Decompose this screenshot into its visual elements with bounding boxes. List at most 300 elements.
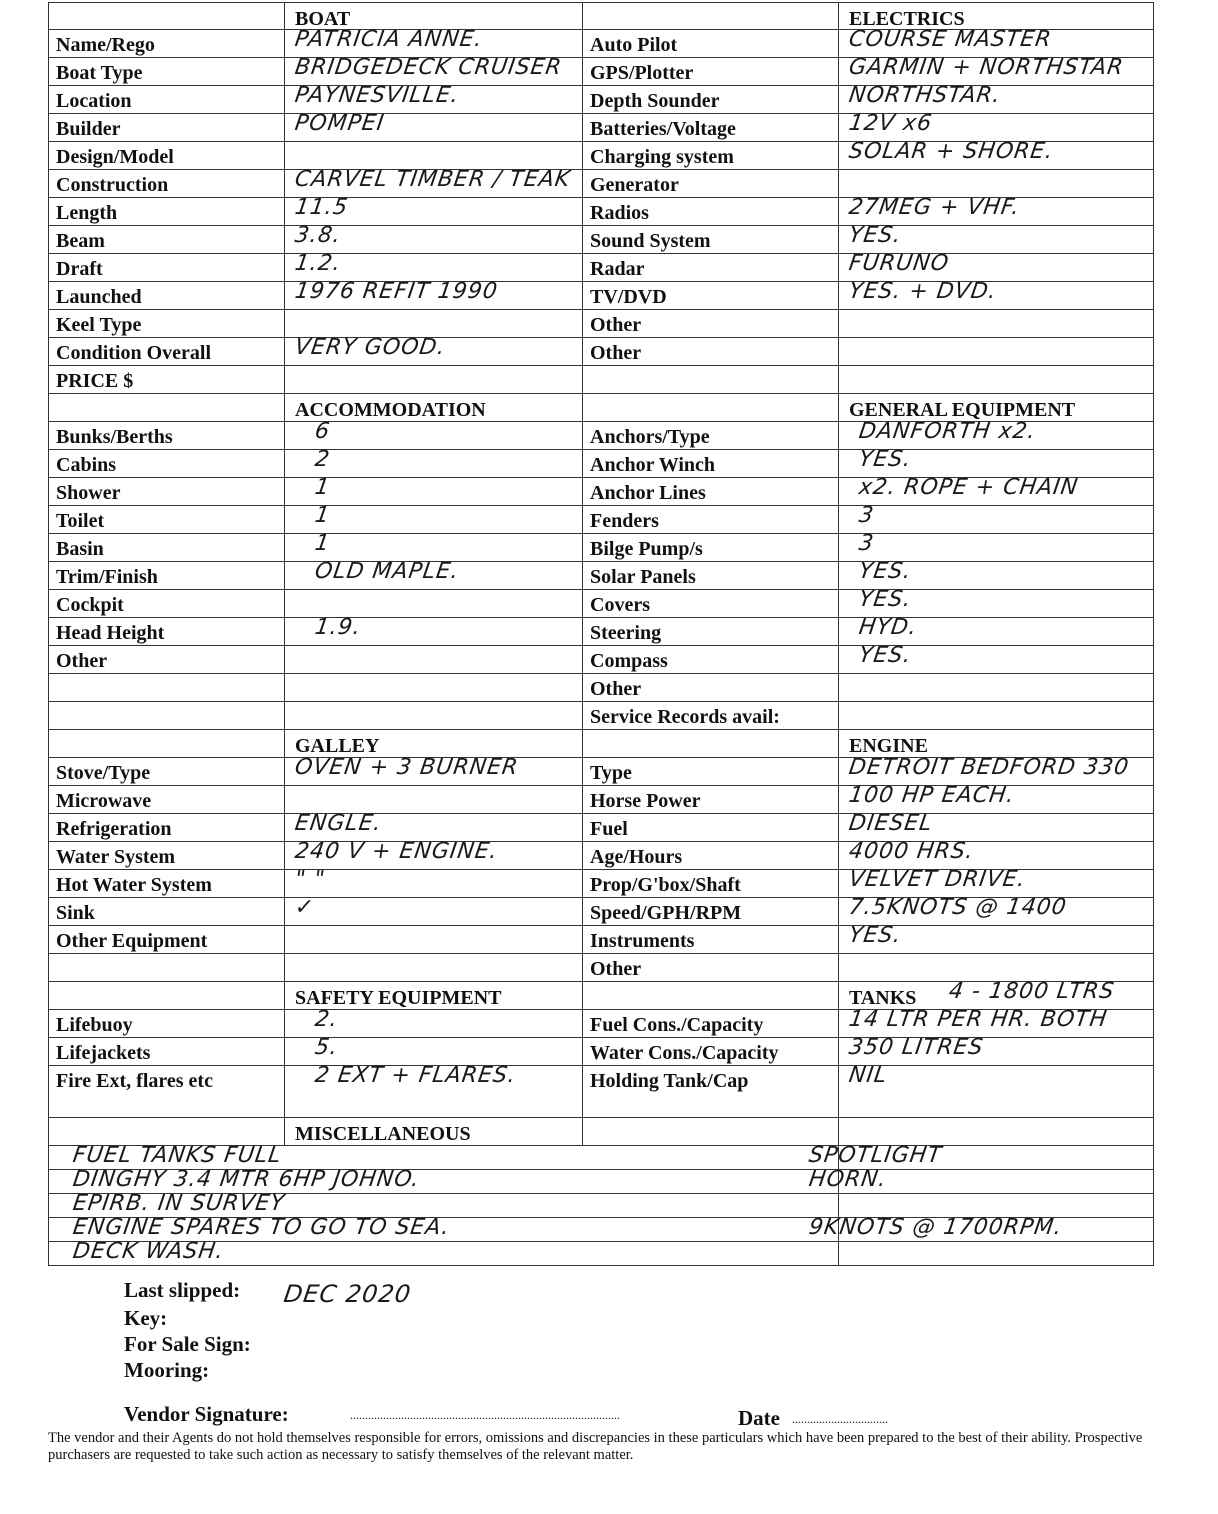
field-label: Keel Type — [56, 314, 142, 336]
field-label: Builder — [56, 118, 121, 140]
field-label: Age/Hours — [590, 846, 683, 868]
form-row — [48, 702, 1154, 730]
field-label: PRICE $ — [56, 370, 134, 392]
field-label: Other — [590, 342, 642, 364]
field-value: CARVEL TIMBER / TEAK — [293, 167, 573, 192]
field-label: Stove/Type — [56, 762, 151, 784]
form-cell — [284, 111, 582, 141]
form-cell — [284, 615, 582, 645]
form-cell — [582, 646, 838, 673]
form-cell — [838, 531, 1154, 561]
form-cell — [48, 702, 284, 729]
form-cell — [284, 730, 582, 757]
field-value: 14 LTR PER HR. BOTH — [847, 1007, 1109, 1032]
form-cell — [582, 478, 838, 505]
field-value: PATRICIA ANNE. — [293, 27, 485, 52]
form-cell — [582, 30, 838, 57]
field-label: Construction — [56, 174, 169, 196]
field-label: Compass — [590, 650, 668, 672]
field-label: Cockpit — [56, 594, 124, 616]
form-row — [48, 615, 1154, 646]
field-value: FURUNO — [847, 251, 951, 276]
form-cell — [838, 839, 1154, 869]
field-label: Batteries/Voltage — [590, 118, 736, 140]
misc-left — [48, 1239, 838, 1265]
form-cell — [582, 534, 838, 561]
misc-row — [48, 1239, 1154, 1266]
form-cell — [48, 86, 284, 113]
form-row — [48, 475, 1154, 506]
field-label: Service Records avail: — [590, 706, 780, 728]
form-cell — [582, 926, 838, 953]
form-cell — [284, 531, 582, 561]
field-label: Horse Power — [590, 790, 701, 812]
field-label: Hot Water System — [56, 874, 212, 896]
form-cell — [838, 279, 1154, 309]
field-label: Depth Sounder — [590, 90, 720, 112]
form-cell — [284, 895, 582, 925]
form-cell — [838, 783, 1154, 813]
form-cell — [838, 674, 1154, 701]
vendor-signature-label: Vendor Signature: — [124, 1402, 289, 1426]
field-value: " " — [293, 867, 328, 892]
form-cell — [582, 870, 838, 897]
form-cell — [48, 842, 284, 869]
form-cell — [582, 674, 838, 701]
misc-right — [838, 1242, 1154, 1265]
section-header: ACCOMMODATION — [295, 399, 486, 421]
field-value: x2. ROPE + CHAIN — [857, 475, 1080, 500]
field-label: Fenders — [590, 510, 659, 532]
form-cell — [48, 562, 284, 589]
form-cell — [48, 534, 284, 561]
form-cell — [48, 394, 284, 421]
misc-note: DECK WASH. — [71, 1239, 226, 1264]
form-cell — [284, 590, 582, 617]
form-cell — [582, 142, 838, 169]
form-row — [48, 643, 1154, 674]
field-value: 350 LITRES — [847, 1035, 986, 1060]
field-value: 2 — [313, 447, 332, 472]
field-value: ENGLE. — [293, 811, 384, 836]
field-label: Steering — [590, 622, 662, 644]
form-row — [48, 587, 1154, 618]
form-cell — [48, 646, 284, 673]
form-cell — [48, 58, 284, 85]
field-label: Holding Tank/Cap — [590, 1070, 749, 1092]
field-label: Type — [590, 762, 632, 784]
field-value: SOLAR + SHORE. — [847, 139, 1056, 164]
form-cell — [838, 730, 1154, 757]
date-label: Date — [738, 1406, 780, 1430]
form-cell — [284, 394, 582, 421]
form-cell — [284, 559, 582, 589]
field-value: 3 — [857, 503, 876, 528]
form-cell — [582, 310, 838, 337]
field-label: Generator — [590, 174, 679, 196]
field-label: Solar Panels — [590, 566, 696, 588]
form-cell — [582, 366, 838, 393]
form-cell — [48, 1066, 284, 1117]
form-cell — [582, 898, 838, 925]
form-cell — [582, 58, 838, 85]
field-label: Bunks/Berths — [56, 426, 173, 448]
form-cell — [48, 870, 284, 897]
form-cell — [284, 1063, 582, 1117]
form-cell — [582, 842, 838, 869]
field-value: 1 — [313, 531, 332, 556]
form-cell — [284, 83, 582, 113]
form-cell — [582, 1010, 838, 1037]
form-cell — [838, 419, 1154, 449]
form-cell — [284, 867, 582, 897]
field-value: 2 EXT + FLARES. — [313, 1063, 518, 1088]
section-header: ELECTRICS — [849, 8, 965, 30]
form-cell — [582, 590, 838, 617]
form-cell — [582, 450, 838, 477]
form-cell — [582, 198, 838, 225]
section-header: ENGINE — [849, 735, 928, 757]
form-cell — [838, 139, 1154, 169]
form-row — [48, 419, 1154, 450]
form-row — [48, 335, 1154, 366]
form-row — [48, 223, 1154, 254]
field-label: Condition Overall — [56, 342, 212, 364]
field-label: Cabins — [56, 454, 117, 476]
field-value: 27MEG + VHF. — [847, 195, 1022, 220]
form-cell — [582, 226, 838, 253]
field-label: Radar — [590, 258, 645, 280]
field-value: OLD MAPLE. — [313, 559, 461, 584]
field-label: Design/Model — [56, 146, 174, 168]
form-cell — [284, 475, 582, 505]
form-cell — [582, 394, 838, 421]
form-cell — [838, 559, 1154, 589]
field-label: Head Height — [56, 622, 165, 644]
form-cell — [284, 982, 582, 1009]
form-cell — [48, 1010, 284, 1037]
form-cell — [48, 282, 284, 309]
field-value: YES. — [857, 643, 914, 668]
form-cell — [48, 590, 284, 617]
form-cell — [284, 1118, 582, 1145]
form-row — [48, 895, 1154, 926]
form-cell — [582, 562, 838, 589]
field-value: 1.9. — [313, 615, 363, 640]
form-cell — [284, 503, 582, 533]
field-label: Instruments — [590, 930, 695, 952]
form-cell — [48, 506, 284, 533]
form-cell — [48, 338, 284, 365]
field-value: 1 — [313, 475, 332, 500]
field-label: Basin — [56, 538, 104, 560]
field-label: Other — [590, 314, 642, 336]
field-value: YES. — [847, 923, 904, 948]
form-row — [48, 310, 1154, 338]
misc-note: ENGINE SPARES TO GO TO SEA. — [71, 1215, 452, 1240]
field-label: Bilge Pump/s — [590, 538, 703, 560]
form-cell — [838, 811, 1154, 841]
field-label: TV/DVD — [590, 286, 667, 308]
field-value: POMPEI — [293, 111, 387, 136]
form-cell — [838, 310, 1154, 337]
form-cell — [284, 1007, 582, 1037]
form-cell — [284, 310, 582, 337]
form-cell — [582, 506, 838, 533]
field-label: Water Cons./Capacity — [590, 1042, 779, 1064]
boat-listing-form — [48, 2, 1154, 1266]
field-value: 3.8. — [293, 223, 343, 248]
field-value: 7.5KNOTS @ 1400 — [847, 895, 1069, 920]
field-label: Draft — [56, 258, 103, 280]
form-row — [48, 783, 1154, 814]
field-label: Other — [590, 958, 642, 980]
field-value: HYD. — [857, 615, 919, 640]
form-cell — [48, 730, 284, 757]
form-cell — [582, 86, 838, 113]
form-cell — [582, 702, 838, 729]
field-label: Lifejackets — [56, 1042, 151, 1064]
form-cell — [48, 310, 284, 337]
field-value: OVEN + 3 BURNER — [293, 755, 521, 780]
field-value: DETROIT BEDFORD 330 — [847, 755, 1131, 780]
field-label: Shower — [56, 482, 121, 504]
form-cell — [48, 814, 284, 841]
field-label: Boat Type — [56, 62, 143, 84]
date-line: ................................ — [792, 1412, 888, 1426]
form-row — [48, 1035, 1154, 1066]
form-cell — [838, 394, 1154, 421]
misc-note: HORN. — [807, 1167, 889, 1192]
form-cell — [582, 338, 838, 365]
form-cell — [582, 786, 838, 813]
form-cell — [284, 27, 582, 57]
field-value: DIESEL — [847, 811, 935, 836]
form-cell — [48, 30, 284, 57]
field-label: Water System — [56, 846, 176, 868]
form-cell — [582, 254, 838, 281]
form-row — [48, 923, 1154, 954]
form-cell — [48, 982, 284, 1009]
form-row — [48, 139, 1154, 170]
key-label: Key: — [124, 1306, 168, 1330]
field-label: Prop/G'box/Shaft — [590, 874, 741, 896]
form-row — [48, 674, 1154, 702]
form-cell — [838, 895, 1154, 925]
form-cell — [48, 954, 284, 981]
field-value: 1976 REFIT 1990 — [293, 279, 500, 304]
field-value: 11.5 — [293, 195, 350, 220]
field-label: Auto Pilot — [590, 34, 678, 56]
field-label: Lifebuoy — [56, 1014, 133, 1036]
field-label: Refrigeration — [56, 818, 172, 840]
field-value: BRIDGEDECK CRUISER — [293, 55, 564, 80]
form-row — [48, 83, 1154, 114]
form-cell — [48, 254, 284, 281]
form-cell — [284, 142, 582, 169]
form-cell — [838, 979, 1154, 1009]
form-cell — [838, 1035, 1154, 1065]
form-cell — [838, 1007, 1154, 1037]
field-value: 3 — [857, 531, 876, 556]
form-cell — [838, 447, 1154, 477]
signature-line: .......................................................................................... — [350, 1408, 620, 1422]
field-label: Sink — [56, 902, 95, 924]
section-header: MISCELLANEOUS — [295, 1123, 471, 1145]
field-value: 1.2. — [293, 251, 343, 276]
form-cell — [284, 223, 582, 253]
form-cell — [48, 1118, 284, 1145]
field-value: VELVET DRIVE. — [847, 867, 1028, 892]
form-cell — [838, 366, 1154, 393]
form-cell — [284, 279, 582, 309]
form-cell — [838, 55, 1154, 85]
form-row — [48, 811, 1154, 842]
misc-note: EPIRB. IN SURVEY — [71, 1191, 287, 1216]
field-label: Name/Rego — [56, 34, 155, 56]
form-cell — [838, 1118, 1154, 1145]
field-value: YES. — [857, 559, 914, 584]
form-cell — [284, 926, 582, 953]
section-header: GENERAL EQUIPMENT — [849, 399, 1076, 421]
form-cell — [838, 111, 1154, 141]
form-row — [48, 559, 1154, 590]
form-cell — [838, 867, 1154, 897]
form-cell — [838, 223, 1154, 253]
field-label: GPS/Plotter — [590, 62, 694, 84]
form-cell — [48, 1038, 284, 1065]
form-cell — [838, 27, 1154, 57]
form-row — [48, 366, 1154, 394]
field-label: Sound System — [590, 230, 711, 252]
section-header: SAFETY EQUIPMENT — [295, 987, 502, 1009]
field-label: Radios — [590, 202, 649, 224]
misc-note: 9KNOTS @ 1700RPM. — [807, 1215, 1064, 1240]
form-cell — [582, 1118, 838, 1145]
field-value: COURSE MASTER — [847, 27, 1054, 52]
form-cell — [284, 786, 582, 813]
form-cell — [582, 1066, 838, 1117]
form-cell — [838, 195, 1154, 225]
field-value: 240 V + ENGINE. — [293, 839, 500, 864]
misc-note: FUEL TANKS FULL — [71, 1143, 284, 1168]
form-cell — [284, 55, 582, 85]
field-label: Anchor Winch — [590, 454, 716, 476]
form-cell — [284, 811, 582, 841]
form-cell — [284, 954, 582, 981]
field-value: YES. — [857, 447, 914, 472]
form-row — [48, 1063, 1154, 1118]
field-value: YES. — [847, 223, 904, 248]
form-cell — [48, 898, 284, 925]
form-cell — [48, 142, 284, 169]
field-label: Location — [56, 90, 132, 112]
field-value: YES. — [857, 587, 914, 612]
form-cell — [838, 475, 1154, 505]
mooring-label: Mooring: — [124, 1358, 210, 1382]
field-label: Other — [56, 650, 108, 672]
form-cell — [582, 422, 838, 449]
form-cell — [48, 758, 284, 785]
section-header: BOAT — [295, 8, 351, 30]
form-cell — [838, 170, 1154, 197]
form-cell — [838, 954, 1154, 981]
field-label: Fuel — [590, 818, 628, 840]
form-cell — [838, 83, 1154, 113]
form-cell — [48, 674, 284, 701]
field-value: 1 — [313, 503, 332, 528]
field-value: 100 HP EACH. — [847, 783, 1017, 808]
form-cell — [48, 198, 284, 225]
form-cell — [284, 702, 582, 729]
form-cell — [582, 170, 838, 197]
form-cell — [48, 170, 284, 197]
form-cell — [582, 618, 838, 645]
form-cell — [838, 503, 1154, 533]
section-header: TANKS — [849, 987, 917, 1009]
field-label: Anchors/Type — [590, 426, 710, 448]
form-cell — [582, 982, 838, 1009]
form-cell — [838, 643, 1154, 673]
form-cell — [582, 1038, 838, 1065]
form-cell — [582, 114, 838, 141]
form-cell — [284, 1035, 582, 1065]
form-cell — [284, 646, 582, 673]
field-label: Other — [590, 678, 642, 700]
for-sale-sign-label: For Sale Sign: — [124, 1332, 251, 1356]
field-label: Charging system — [590, 146, 734, 168]
field-value: 6 — [313, 419, 332, 444]
form-cell — [284, 335, 582, 365]
form-cell — [838, 251, 1154, 281]
form-cell — [284, 674, 582, 701]
form-cell — [48, 786, 284, 813]
form-cell — [284, 419, 582, 449]
field-label: Anchor Lines — [590, 482, 706, 504]
form-row — [48, 531, 1154, 562]
form-cell — [284, 366, 582, 393]
form-cell — [582, 730, 838, 757]
tanks-value: 4 - 1800 LTRS — [947, 979, 1117, 1004]
form-cell — [284, 839, 582, 869]
field-value: 5. — [313, 1035, 340, 1060]
field-label: Fuel Cons./Capacity — [590, 1014, 764, 1036]
form-cell — [48, 478, 284, 505]
last-slipped-label: Last slipped: — [124, 1278, 241, 1302]
form-cell — [284, 755, 582, 785]
form-row — [48, 1007, 1154, 1038]
form-cell — [48, 450, 284, 477]
field-label: Toilet — [56, 510, 105, 532]
field-value: PAYNESVILLE. — [293, 83, 461, 108]
field-label: Fire Ext, flares etc — [56, 1070, 213, 1092]
field-value: 4000 HRS. — [847, 839, 976, 864]
misc-note: DINGHY 3.4 MTR 6HP JOHNO. — [71, 1167, 422, 1192]
field-label: Trim/Finish — [56, 566, 158, 588]
form-cell — [48, 926, 284, 953]
form-cell — [48, 618, 284, 645]
field-value: YES. + DVD. — [847, 279, 999, 304]
form-cell — [48, 226, 284, 253]
field-label: Length — [56, 202, 118, 224]
field-value: NORTHSTAR. — [847, 83, 1003, 108]
section-header: GALLEY — [295, 735, 380, 757]
field-value: 12V x6 — [847, 111, 934, 136]
form-cell — [582, 814, 838, 841]
form-cell — [582, 758, 838, 785]
field-label: Covers — [590, 594, 650, 616]
field-label: Launched — [56, 286, 142, 308]
